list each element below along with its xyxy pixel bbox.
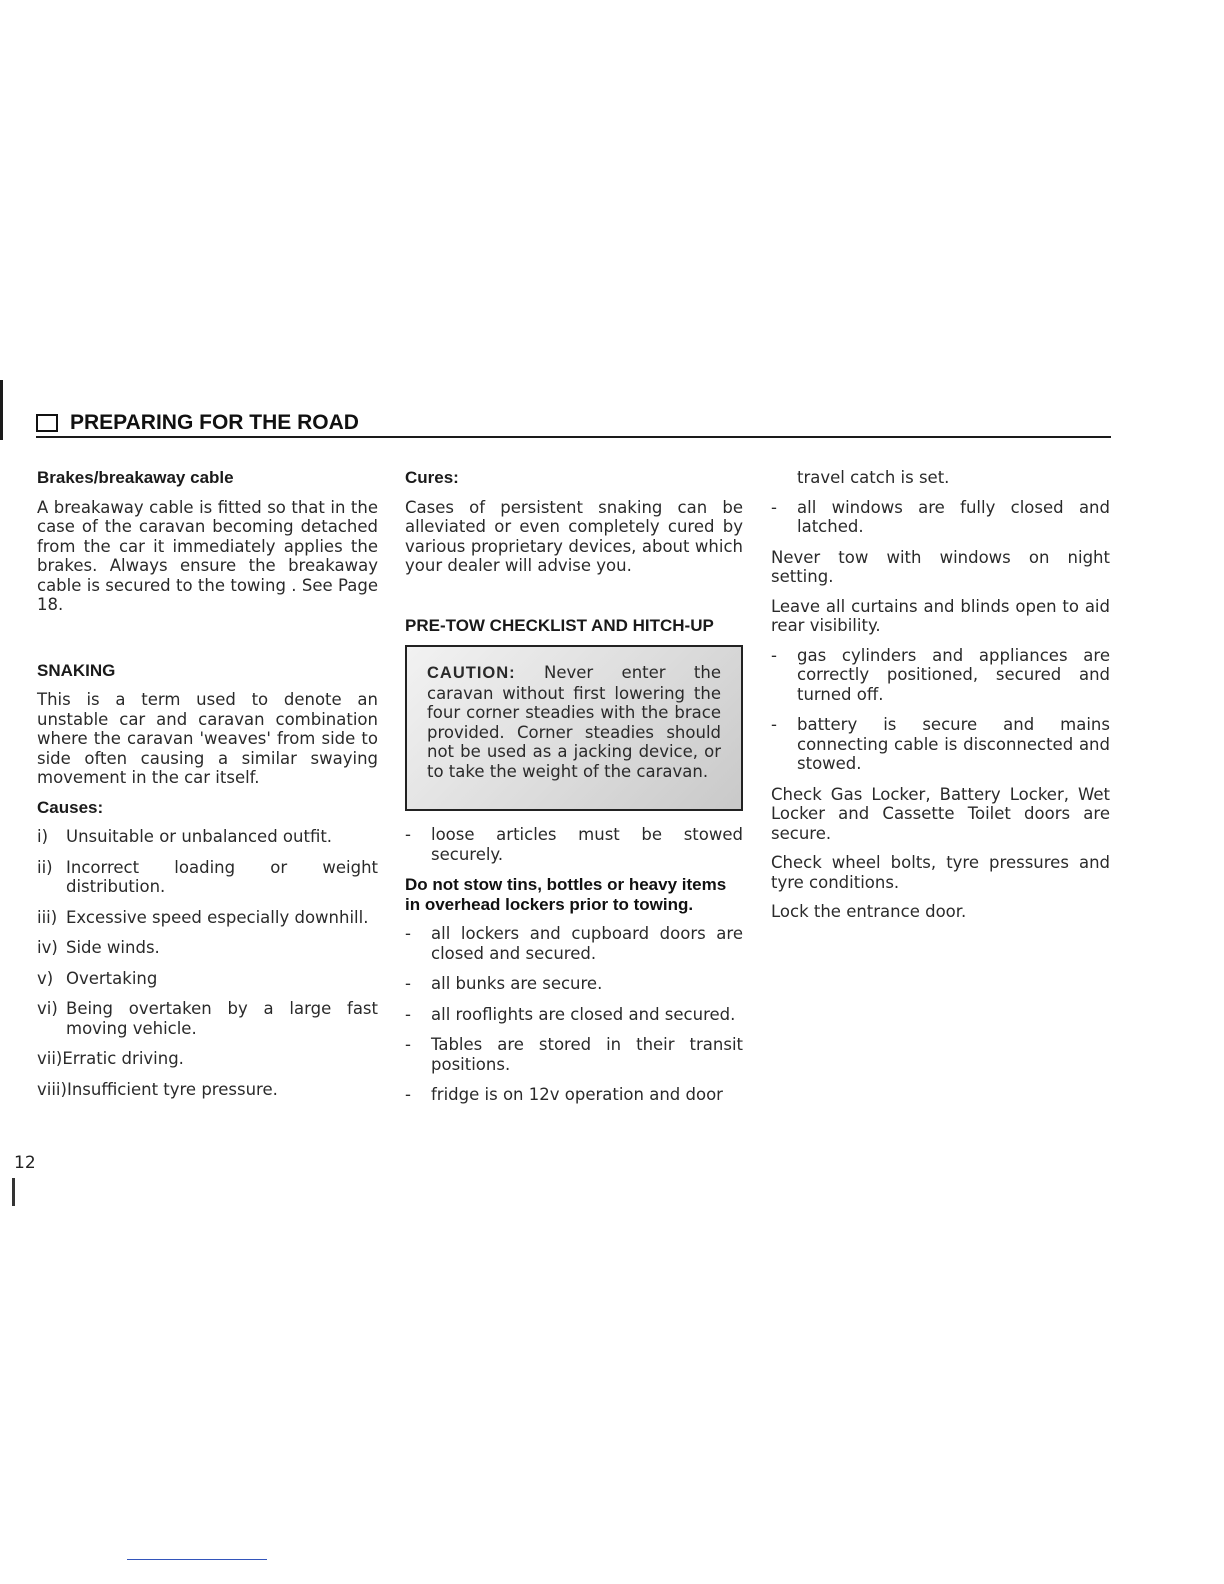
column-right [771,468,1110,932]
list-item: i) Unsuitable or unbalanced outfit. [37,827,333,846]
list-item: iii) Excessive speed especially downhill. [37,907,369,927]
list-item: - loose articles must be stowed securely. [405,825,743,864]
column-middle [405,468,743,1116]
brakes-paragraph: A breakaway cable is fitted so that in the case of the caravan becoming detached from the car it immediately applies the brakes. Always ensure the breakaway cable is secured to the towing . See Page 18. [37,497,378,614]
list-item: vii)Erratic driving. [37,1049,184,1068]
list-item: - all rooflights are closed and secured. [405,1004,736,1024]
list-item: viii)Insufficient tyre pressure. [37,1079,278,1099]
list-item: ii) Incorrect loading or weight distribution. [37,857,378,896]
column-left [37,468,378,1110]
causes-heading: Causes: [37,797,104,817]
checklist-list-c [771,498,1110,537]
checkbox-square-icon [36,414,58,432]
checklist-heading: PRE-TOW CHECKLIST AND HITCH-UP [405,615,714,635]
list-item: - all windows are fully closed and latched. [771,497,1110,536]
list-item: - battery is secure and mains connecting cable is disconnected and stowed. [771,715,1110,773]
scan-artifact-line [127,1559,267,1560]
entrance-door-paragraph: Lock the entrance door. [771,902,967,921]
list-item: - fridge is on 12v operation and door [405,1085,723,1104]
night-setting-paragraph: Never tow with windows on night setting. [771,547,1110,586]
section-title: PREPARING FOR THE ROAD [70,411,359,434]
list-item: - Tables are stored in their transit positions. [405,1035,743,1074]
causes-list [37,827,378,1099]
warning-note: Do not stow tins, bottles or heavy items in overhead lockers prior to towing. [405,875,727,914]
snaking-heading: SNAKING [37,660,116,680]
checklist-list-b [405,924,743,1105]
list-item: vi) Being overtaken by a large fast moving vehicle. [37,999,378,1038]
cures-heading: Cures: [405,468,459,487]
brakes-heading: Brakes/breakaway cable [37,468,234,487]
section-header [36,410,1111,438]
caution-text: Never enter the caravan without first lowering the four corner steadies with the brace provided. Corner steadies should not be used as a jacking device, or to take the weight of the caravan. [427,663,721,781]
checklist-list-a [405,825,743,864]
list-item: - all lockers and cupboard doors are closed and secured. [405,924,743,963]
binding-edge-mark [0,380,3,440]
cures-paragraph: Cases of persistent snaking can be alleviated or even completely cured by various proprietary devices, about which your dealer will advise you. [405,497,743,575]
list-item: - all bunks are secure. [405,974,603,993]
lockers-paragraph: Check Gas Locker, Battery Locker, Wet Locker and Cassette Toilet doors are secure. [771,784,1110,843]
snaking-paragraph: This is a term used to denote an unstable car and caravan combination where the caravan 'weaves' from side to side often causing a similar swaying movement in the car itself. [37,690,378,787]
checklist-list-d [771,646,1110,774]
caution-label: CAUTION: [427,664,516,682]
continued-text: travel catch is set. [797,468,950,487]
page-number: 12 [14,1153,36,1173]
list-item: v) Overtaking [37,968,158,988]
list-item: iv) Side winds. [37,938,160,957]
list-item: - gas cylinders and appliances are correctly positioned, secured and turned off. [771,645,1110,704]
curtains-paragraph: Leave all curtains and blinds open to aid rear visibility. [771,596,1110,635]
binding-edge-mark-lower [12,1178,15,1206]
caution-box [405,645,743,811]
wheel-paragraph: Check wheel bolts, tyre pressures and tyre conditions. [771,853,1110,892]
